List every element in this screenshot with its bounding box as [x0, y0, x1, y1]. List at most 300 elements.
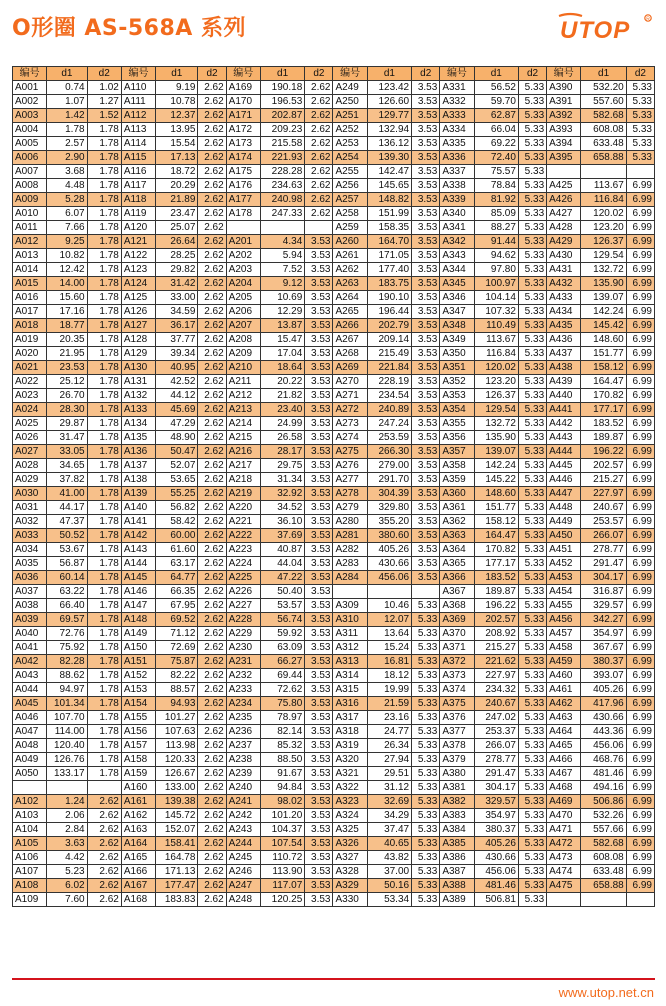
cross-section-cell: 6.99: [626, 193, 654, 207]
cross-section-cell: 5.33: [518, 109, 546, 123]
inner-diameter-cell: 7.52: [260, 263, 304, 277]
cross-section-cell: 2.62: [198, 543, 226, 557]
cross-section-cell: 1.78: [87, 529, 121, 543]
cross-section-cell: 5.33: [518, 753, 546, 767]
cross-section-cell: 3.53: [412, 193, 440, 207]
part-code-cell: A230: [226, 641, 260, 655]
part-code-cell: A012: [13, 235, 47, 249]
part-code-cell: A231: [226, 655, 260, 669]
part-code-cell: A348: [440, 319, 474, 333]
cross-section-cell: 2.62: [87, 809, 121, 823]
inner-diameter-cell: 190.18: [260, 81, 304, 95]
inner-diameter-cell: 148.82: [367, 193, 411, 207]
cross-section-cell: 5.33: [626, 95, 654, 109]
cross-section-cell: 3.53: [305, 473, 333, 487]
part-code-cell: A265: [333, 305, 367, 319]
part-code-cell: A229: [226, 627, 260, 641]
part-code-cell: A354: [440, 403, 474, 417]
part-code-cell: A371: [440, 641, 474, 655]
cross-section-cell: 2.62: [198, 837, 226, 851]
part-code-cell: A247: [226, 879, 260, 893]
part-code-cell: A164: [121, 837, 155, 851]
part-code-cell: A327: [333, 851, 367, 865]
cross-section-cell: 3.53: [305, 459, 333, 473]
part-code-cell: A132: [121, 389, 155, 403]
inner-diameter-cell: 209.23: [260, 123, 304, 137]
cross-section-cell: 1.78: [87, 515, 121, 529]
cross-section-cell: 1.78: [87, 137, 121, 151]
cross-section-cell: 5.33: [412, 865, 440, 879]
cross-section-cell: 5.33: [518, 641, 546, 655]
part-code-cell: A216: [226, 445, 260, 459]
part-code-cell: A365: [440, 557, 474, 571]
part-code-cell: A273: [333, 417, 367, 431]
cross-section-cell: 3.53: [412, 459, 440, 473]
cross-section-cell: 5.33: [412, 795, 440, 809]
part-code-cell: A342: [440, 235, 474, 249]
cross-section-cell: 3.53: [305, 263, 333, 277]
inner-diameter-cell: 29.82: [156, 263, 198, 277]
cross-section-cell: 3.53: [305, 333, 333, 347]
part-code-cell: A034: [13, 543, 47, 557]
inner-diameter-cell: 39.34: [156, 347, 198, 361]
inner-diameter-cell: 18.12: [367, 669, 411, 683]
cross-section-cell: 6.99: [626, 851, 654, 865]
part-code-cell: A465: [547, 739, 581, 753]
inner-diameter-cell: 25.12: [47, 375, 87, 389]
part-code-cell: A165: [121, 851, 155, 865]
cross-section-cell: 6.99: [626, 431, 654, 445]
table-row: [13, 529, 655, 543]
cross-section-cell: 1.78: [87, 389, 121, 403]
inner-diameter-cell: 72.40: [474, 151, 518, 165]
inner-diameter-cell: 32.69: [367, 795, 411, 809]
cross-section-cell: 5.33: [518, 739, 546, 753]
cross-section-cell: 3.53: [305, 235, 333, 249]
table-row: [13, 179, 655, 193]
column-header: d1: [474, 67, 518, 81]
part-code-cell: A118: [121, 193, 155, 207]
cross-section-cell: 2.62: [198, 207, 226, 221]
part-code-cell: A376: [440, 711, 474, 725]
part-code-cell: A339: [440, 193, 474, 207]
cross-section-cell: 6.99: [626, 753, 654, 767]
inner-diameter-cell: 20.35: [47, 333, 87, 347]
inner-diameter-cell: 120.02: [581, 207, 626, 221]
inner-diameter-cell: 456.06: [367, 571, 411, 585]
cross-section-cell: 5.33: [626, 123, 654, 137]
cross-section-cell: 3.53: [305, 445, 333, 459]
column-header: d1: [581, 67, 626, 81]
cross-section-cell: 1.78: [87, 249, 121, 263]
inner-diameter-cell: 33.05: [47, 445, 87, 459]
inner-diameter-cell: 32.92: [260, 487, 304, 501]
inner-diameter-cell: 104.37: [260, 823, 304, 837]
inner-diameter-cell: 1.07: [47, 95, 87, 109]
inner-diameter-cell: 9.12: [260, 277, 304, 291]
part-code-cell: A249: [333, 81, 367, 95]
part-code-cell: A456: [547, 613, 581, 627]
table-row: [13, 683, 655, 697]
part-code-cell: A340: [440, 207, 474, 221]
part-code-cell: A050: [13, 767, 47, 781]
part-code-cell: A276: [333, 459, 367, 473]
inner-diameter-cell: 26.64: [156, 235, 198, 249]
part-code-cell: A363: [440, 529, 474, 543]
cross-section-cell: 3.53: [305, 305, 333, 319]
cross-section-cell: 1.78: [87, 417, 121, 431]
table-row: [13, 487, 655, 501]
cross-section-cell: 2.62: [198, 109, 226, 123]
inner-diameter-cell: 55.25: [156, 487, 198, 501]
part-code-cell: A381: [440, 781, 474, 795]
cross-section-cell: 1.52: [87, 109, 121, 123]
part-code-cell: A352: [440, 375, 474, 389]
inner-diameter-cell: 19.99: [367, 683, 411, 697]
inner-diameter-cell: 183.52: [581, 417, 626, 431]
part-code-cell: A393: [547, 123, 581, 137]
part-code-cell: A447: [547, 487, 581, 501]
cross-section-cell: 2.62: [198, 473, 226, 487]
table-row: [13, 263, 655, 277]
table-row: [13, 655, 655, 669]
table-row: [13, 81, 655, 95]
inner-diameter-cell: 126.67: [156, 767, 198, 781]
inner-diameter-cell: 304.17: [581, 571, 626, 585]
part-code-cell: A380: [440, 767, 474, 781]
inner-diameter-cell: 31.12: [367, 781, 411, 795]
part-code-cell: [13, 781, 47, 795]
inner-diameter-cell: 279.00: [367, 459, 411, 473]
part-code-cell: A382: [440, 795, 474, 809]
part-code-cell: A333: [440, 109, 474, 123]
inner-diameter-cell: 158.41: [156, 837, 198, 851]
inner-diameter-cell: 26.70: [47, 389, 87, 403]
table-row: [13, 235, 655, 249]
cross-section-cell: 6.99: [626, 809, 654, 823]
part-code-cell: A141: [121, 515, 155, 529]
part-code-cell: A242: [226, 809, 260, 823]
cross-section-cell: 5.33: [518, 487, 546, 501]
inner-diameter-cell: 120.25: [260, 893, 304, 907]
inner-diameter-cell: 10.46: [367, 599, 411, 613]
table-row: [13, 473, 655, 487]
cross-section-cell: 5.33: [518, 305, 546, 319]
column-header: d2: [198, 67, 226, 81]
cross-section-cell: 5.33: [518, 333, 546, 347]
cross-section-cell: 5.33: [518, 809, 546, 823]
table-row: [13, 305, 655, 319]
cross-section-cell: 6.99: [626, 613, 654, 627]
part-code-cell: A337: [440, 165, 474, 179]
part-code-cell: A158: [121, 753, 155, 767]
part-code-cell: A140: [121, 501, 155, 515]
inner-diameter-cell: 151.77: [581, 347, 626, 361]
cross-section-cell: 2.62: [87, 879, 121, 893]
part-code-cell: A253: [333, 137, 367, 151]
cross-section-cell: 2.62: [198, 165, 226, 179]
inner-diameter-cell: 75.92: [47, 641, 87, 655]
cross-section-cell: 1.02: [87, 81, 121, 95]
inner-diameter-cell: 27.94: [367, 753, 411, 767]
inner-diameter-cell: 82.28: [47, 655, 87, 669]
cross-section-cell: 3.53: [305, 529, 333, 543]
inner-diameter-cell: 34.52: [260, 501, 304, 515]
cross-section-cell: 3.53: [305, 389, 333, 403]
inner-diameter-cell: 71.12: [156, 627, 198, 641]
cross-section-cell: 3.53: [412, 277, 440, 291]
cross-section-cell: 3.53: [305, 781, 333, 795]
cross-section-cell: 2.62: [198, 347, 226, 361]
inner-diameter-cell: 107.54: [260, 837, 304, 851]
part-code-cell: A169: [226, 81, 260, 95]
inner-diameter-cell: 253.57: [581, 515, 626, 529]
part-code-cell: A177: [226, 193, 260, 207]
inner-diameter-cell: 23.47: [156, 207, 198, 221]
inner-diameter-cell: 151.99: [367, 207, 411, 221]
cross-section-cell: 2.62: [198, 319, 226, 333]
inner-diameter-cell: 82.14: [260, 725, 304, 739]
inner-diameter-cell: 44.04: [260, 557, 304, 571]
cross-section-cell: 2.62: [198, 249, 226, 263]
part-code-cell: A335: [440, 137, 474, 151]
inner-diameter-cell: 13.64: [367, 627, 411, 641]
cross-section-cell: 2.62: [198, 235, 226, 249]
part-code-cell: A251: [333, 109, 367, 123]
part-code-cell: A023: [13, 389, 47, 403]
part-code-cell: A383: [440, 809, 474, 823]
part-code-cell: A227: [226, 599, 260, 613]
inner-diameter-cell: 29.75: [260, 459, 304, 473]
cross-section-cell: 5.33: [518, 263, 546, 277]
part-code-cell: A002: [13, 95, 47, 109]
part-code-cell: A017: [13, 305, 47, 319]
cross-section-cell: 2.62: [198, 445, 226, 459]
cross-section-cell: 1.78: [87, 333, 121, 347]
cross-section-cell: 6.99: [626, 767, 654, 781]
part-code-cell: A123: [121, 263, 155, 277]
table-row: [13, 137, 655, 151]
inner-diameter-cell: 142.47: [367, 165, 411, 179]
part-code-cell: A161: [121, 795, 155, 809]
cross-section-cell: 5.33: [518, 137, 546, 151]
inner-diameter-cell: 29.87: [47, 417, 87, 431]
part-code-cell: A321: [333, 767, 367, 781]
part-code-cell: A108: [13, 879, 47, 893]
cross-section-cell: 2.62: [198, 95, 226, 109]
inner-diameter-cell: 17.13: [156, 151, 198, 165]
inner-diameter-cell: 17.16: [47, 305, 87, 319]
inner-diameter-cell: 45.69: [156, 403, 198, 417]
part-code-cell: A006: [13, 151, 47, 165]
inner-diameter-cell: 40.95: [156, 361, 198, 375]
cross-section-cell: 2.62: [87, 851, 121, 865]
cross-section-cell: 5.33: [518, 571, 546, 585]
inner-diameter-cell: 107.32: [474, 305, 518, 319]
cross-section-cell: 3.53: [305, 347, 333, 361]
part-code-cell: A317: [333, 711, 367, 725]
part-code-cell: A160: [121, 781, 155, 795]
inner-diameter-cell: 37.00: [367, 865, 411, 879]
part-code-cell: A430: [547, 249, 581, 263]
inner-diameter-cell: 658.88: [581, 151, 626, 165]
part-code-cell: A350: [440, 347, 474, 361]
part-code-cell: A203: [226, 263, 260, 277]
part-code-cell: A221: [226, 515, 260, 529]
inner-diameter-cell: 177.17: [474, 557, 518, 571]
cross-section-cell: 2.62: [198, 305, 226, 319]
cross-section-cell: 3.53: [305, 249, 333, 263]
part-code-cell: A428: [547, 221, 581, 235]
part-code-cell: A443: [547, 431, 581, 445]
cross-section-cell: 6.99: [626, 641, 654, 655]
inner-diameter-cell: 29.51: [367, 767, 411, 781]
part-code-cell: A269: [333, 361, 367, 375]
inner-diameter-cell: 59.70: [474, 95, 518, 109]
inner-diameter-cell: 10.78: [156, 95, 198, 109]
part-code-cell: A324: [333, 809, 367, 823]
table-row: [13, 459, 655, 473]
inner-diameter-cell: 215.49: [367, 347, 411, 361]
part-code-cell: A114: [121, 137, 155, 151]
part-code-cell: A395: [547, 151, 581, 165]
part-code-cell: A026: [13, 431, 47, 445]
part-code-cell: A427: [547, 207, 581, 221]
inner-diameter-cell: 164.78: [156, 851, 198, 865]
inner-diameter-cell: [260, 221, 304, 235]
inner-diameter-cell: 53.65: [156, 473, 198, 487]
part-code-cell: A442: [547, 417, 581, 431]
cross-section-cell: 2.62: [198, 753, 226, 767]
cross-section-cell: 3.53: [412, 557, 440, 571]
part-code-cell: A315: [333, 683, 367, 697]
inner-diameter-cell: 417.96: [581, 697, 626, 711]
inner-diameter-cell: 56.52: [474, 81, 518, 95]
part-code-cell: A458: [547, 641, 581, 655]
table-row: [13, 291, 655, 305]
cross-section-cell: 3.53: [412, 417, 440, 431]
inner-diameter-cell: 456.06: [474, 865, 518, 879]
part-code-cell: A038: [13, 599, 47, 613]
part-code-cell: A318: [333, 725, 367, 739]
cross-section-cell: 3.53: [412, 515, 440, 529]
part-code-cell: A243: [226, 823, 260, 837]
cross-section-cell: 2.62: [87, 865, 121, 879]
part-code-cell: A174: [226, 151, 260, 165]
inner-diameter-cell: 69.52: [156, 613, 198, 627]
inner-diameter-cell: 329.57: [581, 599, 626, 613]
cross-section-cell: 3.53: [412, 305, 440, 319]
cross-section-cell: 3.53: [305, 767, 333, 781]
cross-section-cell: 3.53: [305, 501, 333, 515]
column-header: d1: [367, 67, 411, 81]
cross-section-cell: 1.78: [87, 627, 121, 641]
part-code-cell: A235: [226, 711, 260, 725]
part-code-cell: A281: [333, 529, 367, 543]
part-code-cell: A455: [547, 599, 581, 613]
cross-section-cell: 5.33: [518, 81, 546, 95]
part-code-cell: A224: [226, 557, 260, 571]
inner-diameter-cell: 135.90: [474, 431, 518, 445]
inner-diameter-cell: 658.88: [581, 879, 626, 893]
inner-diameter-cell: 69.22: [474, 137, 518, 151]
part-code-cell: A104: [13, 823, 47, 837]
svg-text:UTOP: UTOP: [560, 17, 631, 42]
inner-diameter-cell: 26.58: [260, 431, 304, 445]
part-code-cell: A125: [121, 291, 155, 305]
table-row: [13, 865, 655, 879]
inner-diameter-cell: 481.46: [474, 879, 518, 893]
inner-diameter-cell: 133.17: [47, 767, 87, 781]
cross-section-cell: 3.53: [412, 235, 440, 249]
inner-diameter-cell: 189.87: [474, 585, 518, 599]
part-code-cell: A156: [121, 725, 155, 739]
cross-section-cell: 3.53: [305, 585, 333, 599]
cross-section-cell: 1.78: [87, 543, 121, 557]
cross-section-cell: 3.53: [412, 179, 440, 193]
inner-diameter-cell: 36.10: [260, 515, 304, 529]
cross-section-cell: 5.33: [518, 95, 546, 109]
inner-diameter-cell: 28.30: [47, 403, 87, 417]
inner-diameter-cell: 240.98: [260, 193, 304, 207]
part-code-cell: A239: [226, 767, 260, 781]
cross-section-cell: 5.33: [518, 459, 546, 473]
part-code-cell: A439: [547, 375, 581, 389]
cross-section-cell: 6.99: [626, 669, 654, 683]
part-code-cell: A157: [121, 739, 155, 753]
table-row: [13, 445, 655, 459]
inner-diameter-cell: 393.07: [581, 669, 626, 683]
inner-diameter-cell: 66.40: [47, 599, 87, 613]
inner-diameter-cell: 234.63: [260, 179, 304, 193]
inner-diameter-cell: 88.57: [156, 683, 198, 697]
inner-diameter-cell: 28.25: [156, 249, 198, 263]
cross-section-cell: 6.99: [626, 179, 654, 193]
inner-diameter-cell: 190.10: [367, 291, 411, 305]
part-code-cell: A272: [333, 403, 367, 417]
part-code-cell: A279: [333, 501, 367, 515]
part-code-cell: A453: [547, 571, 581, 585]
part-code-cell: A449: [547, 515, 581, 529]
table-row: [13, 403, 655, 417]
inner-diameter-cell: 20.22: [260, 375, 304, 389]
cross-section-cell: 5.33: [412, 655, 440, 669]
part-code-cell: A163: [121, 823, 155, 837]
cross-section-cell: 5.33: [518, 837, 546, 851]
inner-diameter-cell: 117.07: [260, 879, 304, 893]
cross-section-cell: 2.62: [198, 809, 226, 823]
cross-section-cell: 6.99: [626, 865, 654, 879]
inner-diameter-cell: 5.28: [47, 193, 87, 207]
cross-section-cell: 5.33: [518, 683, 546, 697]
cross-section-cell: 6.99: [626, 655, 654, 669]
part-code-cell: A134: [121, 417, 155, 431]
part-code-cell: A468: [547, 781, 581, 795]
part-code-cell: A349: [440, 333, 474, 347]
part-code-cell: A426: [547, 193, 581, 207]
cross-section-cell: 1.78: [87, 557, 121, 571]
part-code-cell: A047: [13, 725, 47, 739]
inner-diameter-cell: 1.24: [47, 795, 87, 809]
inner-diameter-cell: 430.66: [474, 851, 518, 865]
inner-diameter-cell: 132.72: [474, 417, 518, 431]
table-row: [13, 739, 655, 753]
part-code-cell: A261: [333, 249, 367, 263]
part-code-cell: A143: [121, 543, 155, 557]
part-code-cell: A469: [547, 795, 581, 809]
inner-diameter-cell: 72.62: [260, 683, 304, 697]
part-code-cell: A332: [440, 95, 474, 109]
